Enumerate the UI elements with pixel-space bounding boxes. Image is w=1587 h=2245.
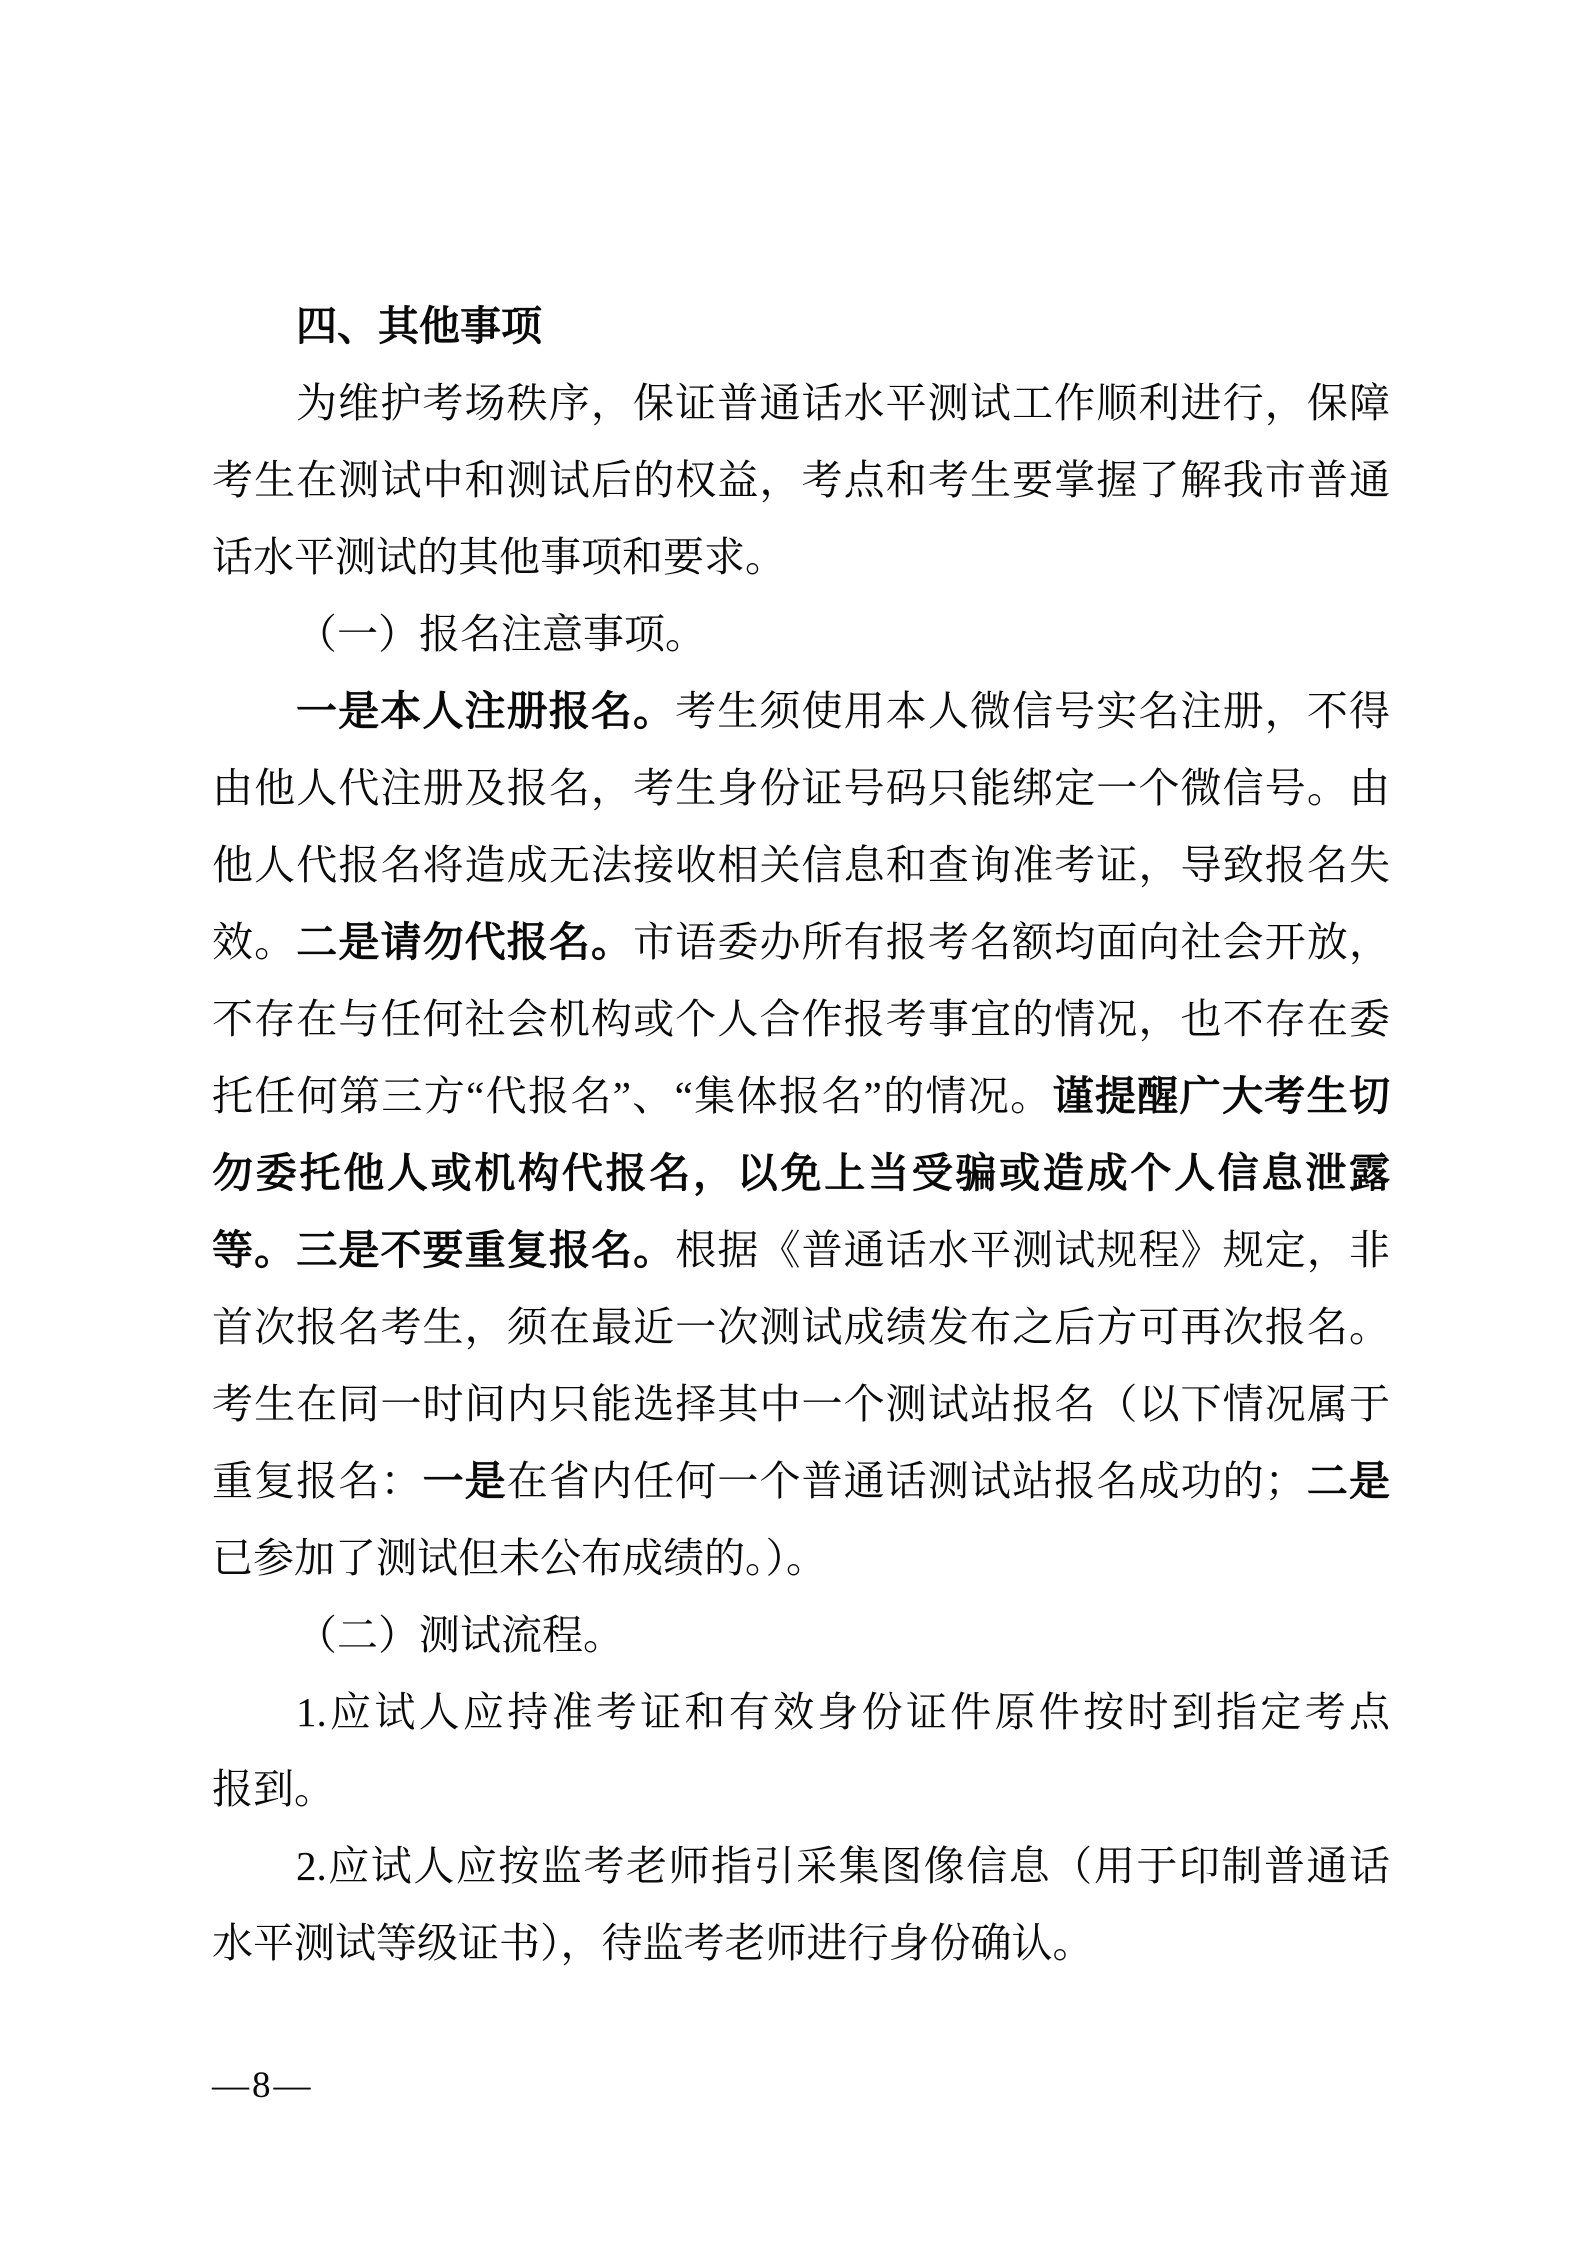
text-run: 不存在与任何社会机构或个人合作报考事宜的情况，也不存在委: [212, 996, 1390, 1042]
text-run: 首次报名考生，须在最近一次测试成绩发布之后方可再次报名。: [212, 1304, 1390, 1350]
text-line: [212, 1443, 1390, 1520]
text-line: [212, 750, 1390, 827]
text-line: [212, 1828, 1390, 1905]
text-run: （二）测试流程。: [296, 1612, 624, 1658]
text-run: 重复报名：: [212, 1458, 423, 1504]
text-run: 根据《普通话水平测试规程》规定，非: [675, 1227, 1390, 1273]
page-number: —8—: [212, 2065, 314, 2106]
sub-heading: [212, 1597, 1390, 1674]
sub-heading: [212, 596, 1390, 673]
text-line: [212, 827, 1390, 904]
text-line: [212, 1751, 1390, 1828]
bold-text-run: 四、其他事项: [296, 303, 542, 349]
text-line: [212, 904, 1390, 981]
text-line: [212, 1520, 1390, 1597]
bold-text-run: 勿委托他人或机构代报名，以免上当受骗或造成个人信息泄露: [212, 1150, 1390, 1196]
text-run: 由他人代注册及报名，考生身份证号码只能绑定一个微信号。由: [212, 765, 1390, 811]
text-run: 1.应试人应持准考证和有效身份证件原件按时到指定考点: [296, 1689, 1390, 1735]
text-run: 他人代报名将造成无法接收相关信息和查询准考证，导致报名失: [212, 842, 1390, 888]
document-body: [212, 288, 1390, 1982]
text-line: [212, 981, 1390, 1058]
text-line: [212, 673, 1390, 750]
text-run: 考生须使用本人微信号实名注册，不得: [675, 688, 1390, 734]
bold-text-run: 一是本人注册报名。: [296, 688, 676, 734]
bold-text-run: 二是请勿代报名。: [296, 919, 634, 965]
text-line: [212, 365, 1390, 442]
text-run: 话水平测试的其他事项和要求。: [212, 534, 786, 580]
page-footer: [212, 2064, 314, 2108]
text-run: 为维护考场秩序，保证普通话水平测试工作顺利进行，保障: [296, 380, 1390, 426]
text-line: [212, 519, 1390, 596]
text-run: 在省内任何一个普通话测试站报名成功的；: [506, 1458, 1306, 1504]
text-run: 已参加了测试但未公布成绩的。）。: [212, 1535, 827, 1581]
text-line: [212, 1905, 1390, 1982]
text-run: 考生在同一时间内只能选择其中一个测试站报名（以下情况属于: [212, 1381, 1390, 1427]
bold-text-run: 谨提醒广大考生切: [1052, 1073, 1390, 1119]
text-run: 水平测试等级证书），待监考老师进行身份确认。: [212, 1920, 1094, 1966]
text-run: 2.应试人应按监考老师指引采集图像信息（用于印制普通话: [296, 1843, 1390, 1889]
text-run: （一）报名注意事项。: [296, 611, 706, 657]
bold-text-run: 一是: [422, 1458, 507, 1504]
text-line: [212, 1135, 1390, 1212]
text-run: 效。: [212, 919, 297, 965]
text-run: 市语委办所有报考名额均面向社会开放，: [633, 919, 1390, 965]
text-line: [212, 1366, 1390, 1443]
text-line: [212, 1212, 1390, 1289]
text-run: 报到。: [212, 1766, 335, 1812]
text-line: [212, 1289, 1390, 1366]
section-heading: [212, 288, 1390, 365]
text-line: [212, 442, 1390, 519]
text-run: 考生在测试中和测试后的权益，考点和考生要掌握了解我市普通: [212, 457, 1390, 503]
text-run: 托任何第三方“代报名”、“集体报名”的情况。: [212, 1073, 1053, 1119]
text-line: [212, 1674, 1390, 1751]
bold-text-run: 二是: [1305, 1458, 1390, 1504]
text-line: [212, 1058, 1390, 1135]
bold-text-run: 等。三是不要重复报名。: [212, 1227, 676, 1273]
